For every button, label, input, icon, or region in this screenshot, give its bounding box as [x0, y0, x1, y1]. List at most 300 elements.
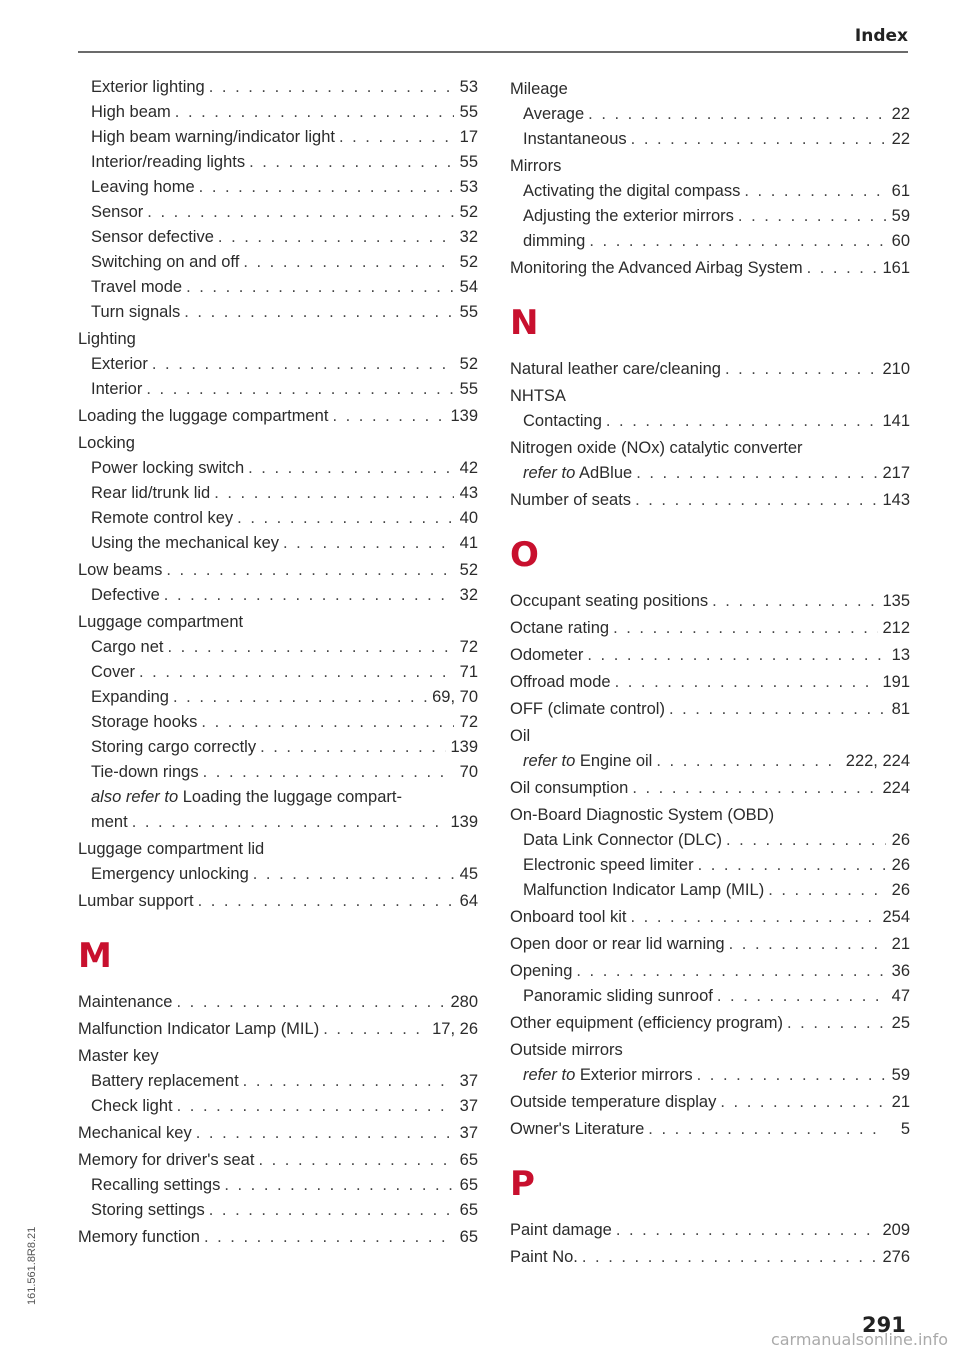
- page-number: 291: [862, 1313, 906, 1337]
- index-term-text: Exterior: [91, 355, 148, 373]
- index-entry: [78, 300, 478, 325]
- index-entry: [510, 932, 910, 957]
- dot-leader: [632, 776, 878, 801]
- index-entry: [78, 889, 478, 914]
- index-term-text: Oil: [510, 727, 531, 745]
- index-page-ref: 52: [459, 355, 478, 373]
- index-term: [510, 77, 568, 102]
- index-term-text: Luggage compartment: [78, 613, 244, 631]
- index-term-text: Power locking switch: [91, 459, 245, 477]
- index-term: [78, 1017, 319, 1042]
- index-term: [91, 100, 171, 125]
- index-term: [91, 275, 182, 300]
- index-term-text: Mirrors: [510, 157, 562, 175]
- dot-leader: [807, 256, 879, 281]
- dot-leader: [613, 616, 878, 641]
- index-term: [91, 760, 199, 785]
- index-term-text: Octane rating: [510, 619, 610, 637]
- index-page-ref: 139: [450, 407, 478, 425]
- index-page-ref: 222, 224: [845, 752, 910, 770]
- index-term: [78, 990, 172, 1015]
- dot-leader: [237, 506, 454, 531]
- dot-leader: [243, 1069, 454, 1094]
- index-heading: [510, 154, 910, 179]
- index-entry: [78, 710, 478, 735]
- index-term-text: NHTSA: [510, 387, 566, 405]
- index-entry: [78, 275, 478, 300]
- index-term-text: Defective: [91, 586, 160, 604]
- index-term: [78, 327, 136, 352]
- index-term: [91, 1094, 173, 1119]
- index-term-text: Storing cargo correctly: [91, 738, 257, 756]
- index-page-ref: 65: [459, 1176, 478, 1194]
- index-entry: [510, 127, 910, 152]
- dot-leader: [146, 377, 454, 402]
- cross-reference-prefix: refer to: [523, 752, 576, 770]
- index-term: [523, 749, 652, 774]
- index-term: [91, 456, 244, 481]
- index-term: [510, 589, 708, 614]
- dot-leader: [203, 760, 454, 785]
- index-term: [510, 803, 774, 828]
- index-page-ref: 37: [459, 1097, 478, 1115]
- index-term-text: Exterior mirrors: [579, 1066, 693, 1084]
- index-page-ref: 139: [450, 738, 478, 756]
- index-term: [510, 1117, 644, 1142]
- dot-leader: [729, 932, 886, 957]
- index-entry: [78, 635, 478, 660]
- index-term-text: Lighting: [78, 330, 136, 348]
- dot-leader: [587, 643, 886, 668]
- index-entry: [510, 853, 910, 878]
- index-term-text: Data Link Connector (DLC): [523, 831, 722, 849]
- index-term-text: Storage hooks: [91, 713, 198, 731]
- index-page-ref: 43: [459, 484, 478, 502]
- index-term-text: Panoramic sliding sunroof: [523, 987, 713, 1005]
- dot-leader: [323, 1017, 428, 1042]
- index-entry: [510, 229, 910, 254]
- index-term-text: Oil consumption: [510, 779, 629, 797]
- index-page-ref: 17, 26: [432, 1020, 478, 1038]
- index-entry: [78, 660, 478, 685]
- index-page-ref: 276: [882, 1248, 910, 1266]
- index-term: [91, 200, 143, 225]
- index-entry: [510, 828, 910, 853]
- index-term-text: Adjusting the exterior mirrors: [523, 207, 734, 225]
- index-term-text: Natural leather care/cleaning: [510, 360, 721, 378]
- index-term-text: Odometer: [510, 646, 584, 664]
- index-entry: [510, 959, 910, 984]
- index-term: [510, 154, 561, 179]
- index-page-ref: 59: [891, 1066, 910, 1084]
- index-term: [523, 102, 584, 127]
- index-term: [91, 862, 249, 887]
- index-term-text: On-Board Diagnostic System (OBD): [510, 806, 775, 824]
- index-term-text: Outside mirrors: [510, 1041, 623, 1059]
- index-entry: [78, 225, 478, 250]
- index-term: [523, 984, 713, 1009]
- index-entry: [78, 785, 478, 810]
- watermark: carmanualsonline.info: [770, 1330, 948, 1349]
- index-term-text: Nitrogen oxide (NOx) catalytic converter: [510, 439, 803, 457]
- index-page-ref: 40: [459, 509, 478, 527]
- index-page-ref: 280: [450, 993, 478, 1011]
- index-term-text: Offroad mode: [510, 673, 611, 691]
- index-term: [78, 1044, 159, 1069]
- index-term-text: Interior/reading lights: [91, 153, 246, 171]
- index-term: [510, 1090, 716, 1115]
- index-term: [91, 735, 256, 760]
- index-entry: [510, 1063, 910, 1088]
- index-page-ref: 32: [459, 586, 478, 604]
- index-term: [91, 785, 402, 810]
- index-term-text: OFF (climate control): [510, 700, 665, 718]
- index-heading: [510, 77, 910, 102]
- index-term: [523, 229, 585, 254]
- index-term: [523, 1063, 693, 1088]
- index-entry: [78, 1148, 478, 1173]
- index-term-text: Other equipment (efficiency program): [510, 1014, 783, 1032]
- index-term: [78, 431, 135, 456]
- dot-leader: [139, 660, 454, 685]
- index-page-ref: 25: [891, 1014, 910, 1032]
- index-entry: [510, 643, 910, 668]
- dot-leader: [744, 179, 886, 204]
- dot-leader: [177, 1094, 454, 1119]
- index-page-ref: 65: [459, 1228, 478, 1246]
- dot-leader: [260, 735, 446, 760]
- dot-leader: [184, 300, 454, 325]
- index-heading: [78, 431, 478, 456]
- index-column-left: [78, 75, 478, 1250]
- index-entry: [510, 616, 910, 641]
- index-entry: [510, 204, 910, 229]
- index-term-text: Paint No.: [510, 1248, 578, 1266]
- dot-leader: [631, 127, 886, 152]
- index-term-text: Maintenance: [78, 993, 173, 1011]
- index-term-text: Opening: [510, 962, 573, 980]
- index-page-ref: 21: [891, 1093, 910, 1111]
- dot-leader: [248, 456, 454, 481]
- index-term: [78, 610, 243, 635]
- index-term: [523, 461, 632, 486]
- index-term: [510, 436, 803, 461]
- index-entry: [78, 100, 478, 125]
- index-heading: [78, 837, 478, 862]
- index-heading: [510, 724, 910, 749]
- cross-reference-prefix: refer to: [523, 1066, 576, 1084]
- dot-leader: [636, 461, 878, 486]
- dot-leader: [669, 697, 886, 722]
- index-term-text: Using the mechanical key: [91, 534, 280, 552]
- index-term-text: Rear lid/trunk lid: [91, 484, 211, 502]
- index-page-ref: 32: [459, 228, 478, 246]
- dot-leader: [201, 710, 454, 735]
- index-term-text: Instantaneous: [523, 130, 627, 148]
- index-entry: [78, 735, 478, 760]
- dot-leader: [738, 204, 886, 229]
- dot-leader: [726, 828, 886, 853]
- index-term: [523, 853, 694, 878]
- index-page-ref: 224: [882, 779, 910, 797]
- dot-leader: [717, 984, 886, 1009]
- dot-leader: [656, 749, 841, 774]
- index-term-text: Owner's Literature: [510, 1120, 645, 1138]
- index-entry: [78, 760, 478, 785]
- index-entry: [78, 404, 478, 429]
- index-entry: [510, 102, 910, 127]
- dot-leader: [218, 225, 454, 250]
- index-page-ref: 55: [459, 103, 478, 121]
- index-term-text: Remote control key: [91, 509, 234, 527]
- index-entry: [78, 75, 478, 100]
- index-entry: [510, 749, 910, 774]
- index-entry: [78, 481, 478, 506]
- index-term: [91, 531, 279, 556]
- index-page-ref: 53: [459, 78, 478, 96]
- index-term: [91, 710, 197, 735]
- index-term: [91, 583, 160, 608]
- index-term: [78, 837, 264, 862]
- index-heading: [78, 610, 478, 635]
- index-page-ref: 141: [882, 412, 910, 430]
- index-term-text: Locking: [78, 434, 135, 452]
- cross-reference-prefix: refer to: [523, 464, 576, 482]
- index-page-ref: 60: [891, 232, 910, 250]
- index-page-ref: 209: [882, 1221, 910, 1239]
- index-term: [510, 905, 626, 930]
- dot-leader: [176, 990, 446, 1015]
- index-entry: [510, 357, 910, 382]
- index-entry: [78, 1094, 478, 1119]
- index-term-text: Recalling settings: [91, 1176, 221, 1194]
- index-term-text: Master key: [78, 1047, 159, 1065]
- dot-leader: [576, 959, 886, 984]
- index-page-ref: 254: [882, 908, 910, 926]
- dot-leader: [720, 1090, 886, 1115]
- index-term: [510, 357, 721, 382]
- dot-leader: [199, 175, 454, 200]
- index-page-ref: 52: [459, 253, 478, 271]
- index-entry: [78, 456, 478, 481]
- index-term-text: Interior: [91, 380, 143, 398]
- index-page-ref: 36: [891, 962, 910, 980]
- index-term-text: Memory for driver's seat: [78, 1151, 255, 1169]
- dot-leader: [630, 905, 878, 930]
- index-page-ref: 59: [891, 207, 910, 225]
- index-term: [523, 409, 602, 434]
- index-page-ref: 5: [900, 1120, 910, 1138]
- index-entry: [510, 409, 910, 434]
- index-entry: [510, 905, 910, 930]
- index-term-text: Monitoring the Advanced Airbag System: [510, 259, 803, 277]
- index-entry: [78, 558, 478, 583]
- index-term-text: Loading the luggage compartment: [78, 407, 329, 425]
- index-term: [510, 488, 631, 513]
- index-page-ref: 26: [891, 831, 910, 849]
- dot-leader: [152, 352, 454, 377]
- document-code: 161.561.8R8.21: [26, 1226, 38, 1305]
- index-term-text: High beam: [91, 103, 171, 121]
- dot-leader: [173, 685, 428, 710]
- index-term: [510, 616, 609, 641]
- index-entry: [510, 878, 910, 903]
- index-term-text: Malfunction Indicator Lamp (MIL): [78, 1020, 320, 1038]
- index-entry: [78, 685, 478, 710]
- index-term: [510, 1218, 612, 1243]
- index-term-text: Outside temperature display: [510, 1093, 717, 1111]
- index-entry: [510, 1090, 910, 1115]
- index-column-right: [510, 75, 910, 1270]
- index-entry: [78, 531, 478, 556]
- index-term-text: Memory function: [78, 1228, 200, 1246]
- index-term: [510, 670, 611, 695]
- index-term: [91, 660, 135, 685]
- index-term-text: Loading the luggage compart-: [182, 788, 402, 806]
- dot-leader: [164, 583, 454, 608]
- index-term: [523, 878, 764, 903]
- index-page-ref: 55: [459, 153, 478, 171]
- index-entry: [510, 1011, 910, 1036]
- index-term: [91, 300, 180, 325]
- index-term: [91, 150, 245, 175]
- index-term: [78, 1121, 192, 1146]
- index-term: [78, 404, 328, 429]
- index-page-ref: 52: [459, 561, 478, 579]
- index-term-text: Lumbar support: [78, 892, 194, 910]
- index-term-text: Number of seats: [510, 491, 632, 509]
- dot-leader: [253, 862, 454, 887]
- dot-leader: [214, 481, 454, 506]
- index-entry: [510, 1245, 910, 1270]
- index-term-text: Contacting: [523, 412, 602, 430]
- index-term: [78, 889, 194, 914]
- index-entry: [78, 150, 478, 175]
- index-page-ref: 81: [891, 700, 910, 718]
- index-entry: [78, 1017, 478, 1042]
- dot-leader: [582, 1245, 879, 1270]
- index-term: [523, 204, 734, 229]
- section-letter: O: [510, 535, 539, 575]
- index-entry: [78, 377, 478, 402]
- index-page-ref: 55: [459, 303, 478, 321]
- index-entry: [510, 589, 910, 614]
- index-page-ref: 54: [459, 278, 478, 296]
- dot-leader: [249, 150, 454, 175]
- header-rule: [78, 51, 908, 53]
- index-term-text: AdBlue: [578, 464, 633, 482]
- dot-leader: [635, 488, 878, 513]
- dot-leader: [209, 75, 454, 100]
- index-page-ref: 61: [891, 182, 910, 200]
- index-entry: [78, 583, 478, 608]
- index-term-text: Engine oil: [579, 752, 653, 770]
- index-heading: [510, 436, 910, 461]
- index-term-text: Turn signals: [91, 303, 181, 321]
- index-term-text: Cover: [91, 663, 136, 681]
- index-page-ref: 37: [459, 1072, 478, 1090]
- dot-leader: [166, 558, 454, 583]
- index-term: [510, 697, 665, 722]
- dot-leader: [588, 102, 886, 127]
- index-term-text: Average: [523, 105, 585, 123]
- index-term: [510, 256, 803, 281]
- index-term-text: Exterior lighting: [91, 78, 205, 96]
- index-entry: [78, 1069, 478, 1094]
- index-term-text: Malfunction Indicator Lamp (MIL): [523, 881, 765, 899]
- index-term: [91, 1069, 239, 1094]
- index-term: [78, 1225, 200, 1250]
- index-heading: [78, 327, 478, 352]
- index-page-ref: 37: [459, 1124, 478, 1142]
- section-letter: M: [78, 936, 112, 976]
- index-entry: [510, 1117, 910, 1142]
- index-page-ref: 47: [891, 987, 910, 1005]
- dot-leader: [196, 1121, 454, 1146]
- index-page-ref: 55: [459, 380, 478, 398]
- dot-leader: [606, 409, 879, 434]
- dot-leader: [712, 589, 878, 614]
- dot-leader: [147, 200, 454, 225]
- index-heading: [78, 1044, 478, 1069]
- index-term: [91, 481, 210, 506]
- index-page-ref: 217: [882, 464, 910, 482]
- index-entry: [78, 1225, 478, 1250]
- dot-leader: [615, 670, 879, 695]
- index-entry: [510, 1218, 910, 1243]
- index-term: [523, 828, 722, 853]
- index-entry: [78, 862, 478, 887]
- dot-leader: [258, 1148, 454, 1173]
- dot-leader: [198, 889, 454, 914]
- index-page-ref: 143: [882, 491, 910, 509]
- index-term-text: Switching on and off: [91, 253, 240, 271]
- index-term: [523, 127, 627, 152]
- dot-leader: [175, 100, 454, 125]
- index-term-text: Luggage compartment lid: [78, 840, 265, 858]
- dot-leader: [725, 357, 879, 382]
- index-page-ref: 26: [891, 881, 910, 899]
- index-page-ref: 210: [882, 360, 910, 378]
- dot-leader: [332, 404, 446, 429]
- index-term: [91, 506, 233, 531]
- index-term-text: Travel mode: [91, 278, 183, 296]
- dot-leader: [283, 531, 454, 556]
- index-entry: [510, 697, 910, 722]
- index-page-ref: 26: [891, 856, 910, 874]
- index-page-ref: 21: [891, 935, 910, 953]
- index-page-ref: 22: [891, 105, 910, 123]
- index-term: [523, 179, 740, 204]
- index-page-ref: 17: [459, 128, 478, 146]
- index-page-ref: 45: [459, 865, 478, 883]
- index-term: [91, 75, 205, 100]
- index-page-ref: 70: [459, 763, 478, 781]
- index-page-ref: 71: [459, 663, 478, 681]
- dot-leader: [339, 125, 454, 150]
- dot-leader: [204, 1225, 454, 1250]
- running-header-title: Index: [854, 26, 908, 46]
- index-page-ref: 72: [459, 638, 478, 656]
- dot-leader: [648, 1117, 886, 1142]
- section-letter: N: [510, 303, 539, 343]
- dot-leader: [132, 810, 447, 835]
- index-page-ref: 41: [459, 534, 478, 552]
- index-term-text: Mechanical key: [78, 1124, 192, 1142]
- index-term-text: Onboard tool kit: [510, 908, 627, 926]
- index-term-text: Tie-down rings: [91, 763, 199, 781]
- index-term: [91, 1173, 220, 1198]
